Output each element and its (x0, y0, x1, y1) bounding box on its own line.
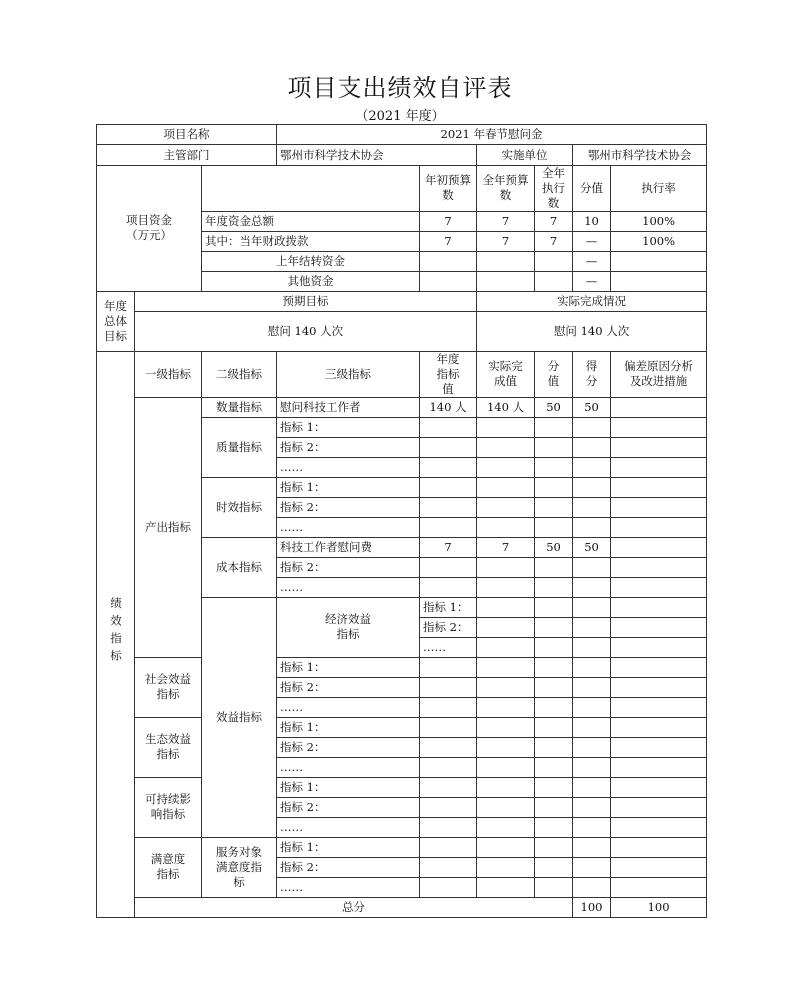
ind-reason (611, 557, 707, 577)
ind-actual (477, 737, 535, 757)
ind-got (573, 757, 611, 777)
ind-actual (535, 617, 573, 637)
social-label (135, 657, 202, 717)
ind3-name: …… (277, 757, 420, 777)
ind-actual (477, 477, 535, 497)
ind-got (573, 457, 611, 477)
funds-cell (420, 271, 477, 291)
ecological-label-text: 生态效益指标 (145, 732, 191, 762)
ind-got (573, 417, 611, 437)
evaluation-table (96, 124, 707, 918)
ind-actual (477, 857, 535, 877)
ind-reason (611, 857, 707, 877)
ind-got (573, 697, 611, 717)
indicators-label (97, 351, 135, 917)
funds-cell: 10 (573, 211, 611, 231)
ind-header-level1: 一级指标 (135, 351, 202, 397)
ind3-name: …… (277, 577, 420, 597)
ind-reason (611, 817, 707, 837)
ind3-name: 科技工作者慰问费 (277, 537, 420, 557)
quantity-label: 数量指标 (202, 397, 277, 417)
ind3-name: 指标 1： (277, 477, 420, 497)
ind-target (420, 757, 477, 777)
ind3-name: …… (277, 877, 420, 897)
ind-actual (477, 557, 535, 577)
ind-target (477, 597, 535, 617)
ind-target (420, 517, 477, 537)
ind-score (535, 477, 573, 497)
ind-actual: 7 (477, 537, 535, 557)
ind-header-score-text: 分值 (547, 359, 560, 389)
ind-got (573, 517, 611, 537)
ind-reason (611, 397, 707, 417)
funds-cell: 7 (535, 211, 573, 231)
ind3-name: …… (277, 817, 420, 837)
ind-got (573, 737, 611, 757)
project-name-value: 2021 年春节慰问金 (277, 125, 707, 145)
ind-score (535, 677, 573, 697)
ind3-name: 指标 1： (277, 417, 420, 437)
ind-score (573, 617, 611, 637)
goals-actual-value: 慰问 140 人次 (477, 311, 707, 351)
ind-reason (611, 437, 707, 457)
ind-reason (611, 777, 707, 797)
ind-header-actual (477, 351, 535, 397)
ind-got (611, 597, 707, 617)
table-row (97, 837, 707, 857)
funds-cell: 7 (420, 211, 477, 231)
table-row (97, 657, 707, 677)
ind3-name: …… (277, 457, 420, 477)
funds-row-label: 年度资金总额 (202, 211, 420, 231)
ind-actual (477, 837, 535, 857)
row-funds-header (97, 166, 707, 212)
ind-target (420, 557, 477, 577)
ind3-name: 指标 2： (277, 857, 420, 877)
row-total (97, 897, 707, 917)
funds-cell (477, 251, 535, 271)
economic-label (277, 597, 420, 657)
funds-cell: — (573, 271, 611, 291)
ind-reason (611, 457, 707, 477)
service-label-text: 服务对象满意度指标 (216, 844, 263, 889)
ind3-name: 慰问科技工作者 (277, 397, 420, 417)
funds-label (97, 166, 202, 292)
ind3-name: 指标 2： (277, 497, 420, 517)
quality-label: 质量指标 (202, 417, 277, 477)
ind-reason (611, 477, 707, 497)
ind-got (573, 837, 611, 857)
funds-header-1: 全年预算数 (477, 166, 535, 212)
ind-actual (477, 657, 535, 677)
ind-target (420, 477, 477, 497)
ind-reason (611, 837, 707, 857)
ind3-name: 指标 2： (277, 677, 420, 697)
row-indicator-header (97, 351, 707, 397)
ind-got (573, 557, 611, 577)
ind-target (420, 677, 477, 697)
dept-value: 鄂州市科学技术协会 (277, 145, 477, 166)
ind-actual (477, 497, 535, 517)
funds-cell (420, 251, 477, 271)
ind-reason (611, 537, 707, 557)
ind-score (535, 857, 573, 877)
funds-header-3: 分值 (573, 166, 611, 212)
ind3-name: 指标 1： (277, 837, 420, 857)
ind-got (573, 477, 611, 497)
funds-cell: — (573, 251, 611, 271)
ind-target (420, 837, 477, 857)
ind3-name: 指标 2： (277, 437, 420, 457)
ind-got (573, 797, 611, 817)
ind-actual (477, 817, 535, 837)
ind-got (573, 817, 611, 837)
ind-actual (477, 577, 535, 597)
ind3-name: 指标 1： (277, 777, 420, 797)
ind3-name: …… (277, 697, 420, 717)
funds-row-label: 其中：当年财政拨款 (202, 231, 420, 251)
ind-got (611, 617, 707, 637)
ind-header-reason (611, 351, 707, 397)
ind-header-actual-text: 实际完成值 (488, 359, 523, 389)
ind-target (420, 777, 477, 797)
ind3-name: …… (277, 517, 420, 537)
ind-actual (477, 437, 535, 457)
ind-actual (477, 677, 535, 697)
ind-reason (611, 757, 707, 777)
goals-actual-header: 实际完成情况 (477, 291, 707, 311)
ind-actual (477, 757, 535, 777)
ind-score (535, 877, 573, 897)
ind3-name: 指标 2： (277, 557, 420, 577)
ind-actual (477, 417, 535, 437)
row-project-name (97, 125, 707, 145)
ecological-label (135, 717, 202, 777)
ind-target (420, 797, 477, 817)
ind-header-got (573, 351, 611, 397)
ind-header-target-text: 年度指标值 (436, 351, 460, 396)
funds-cell: 7 (420, 231, 477, 251)
table-row (97, 717, 707, 737)
ind-got (611, 637, 707, 657)
funds-cell (611, 251, 707, 271)
ind-target: 140 人 (420, 397, 477, 417)
ind-target (420, 717, 477, 737)
total-score: 100 (573, 897, 611, 917)
service-label (202, 837, 277, 897)
ind-got (573, 497, 611, 517)
row-department (97, 145, 707, 166)
document-subtitle: （2021 年度） (355, 109, 445, 124)
ind-actual (535, 637, 573, 657)
ind-header-target (420, 351, 477, 397)
ind-score: 50 (535, 537, 573, 557)
ind-actual (535, 597, 573, 617)
funds-header-4: 执行率 (611, 166, 707, 212)
sustain-label-text: 可持续影响指标 (145, 792, 191, 822)
funds-cell (535, 271, 573, 291)
output-label: 产出指标 (135, 397, 202, 657)
funds-cell: 100% (611, 211, 707, 231)
timeliness-label: 时效指标 (202, 477, 277, 537)
ind-got (573, 857, 611, 877)
goals-label (97, 291, 135, 351)
funds-header-2: 全年执行数 (535, 166, 573, 212)
ind-score (535, 437, 573, 457)
economic-label-text: 经济效益指标 (325, 612, 372, 642)
ind-got (573, 437, 611, 457)
ind-got (573, 577, 611, 597)
funds-row-label: 其他资金 (202, 271, 420, 291)
satisfaction-label-text: 满意度指标 (150, 852, 186, 882)
ind-target (420, 497, 477, 517)
ind-target (420, 737, 477, 757)
funds-cell: 7 (477, 231, 535, 251)
ind-reason (611, 717, 707, 737)
funds-cell: 7 (477, 211, 535, 231)
ind3-name: 指标 2： (277, 797, 420, 817)
ind-got (573, 777, 611, 797)
ind-score: 50 (535, 397, 573, 417)
impl-label: 实施单位 (477, 145, 573, 166)
sustain-label (135, 777, 202, 837)
ind-reason (611, 517, 707, 537)
ind-score (535, 837, 573, 857)
impl-value: 鄂州市科学技术协会 (573, 145, 707, 166)
ind-score (535, 797, 573, 817)
goals-expected-header: 预期目标 (135, 291, 477, 311)
ind-reason (611, 797, 707, 817)
ind-header-level3: 三级指标 (277, 351, 420, 397)
ind3-name: 指标 1： (420, 597, 477, 617)
ind-reason (611, 577, 707, 597)
ind-actual (477, 797, 535, 817)
total-got: 100 (611, 897, 707, 917)
ind3-name: 指标 1： (277, 657, 420, 677)
funds-label-text: 项目资金（万元） (126, 213, 172, 243)
table-row (97, 397, 707, 417)
cost-label: 成本指标 (202, 537, 277, 597)
ind-target (420, 877, 477, 897)
dept-label: 主管部门 (97, 145, 277, 166)
ind-score (573, 597, 611, 617)
ind-score (535, 517, 573, 537)
funds-cell: 7 (535, 231, 573, 251)
ind3-name: 指标 1： (277, 717, 420, 737)
ind-header-level2: 二级指标 (202, 351, 277, 397)
funds-cell (477, 271, 535, 291)
ind-score (573, 637, 611, 657)
ind-score (535, 777, 573, 797)
ind-target (477, 617, 535, 637)
project-name-label: 项目名称 (97, 125, 277, 145)
ind-header-score (535, 351, 573, 397)
ind-score (535, 577, 573, 597)
funds-row-label: 上年结转资金 (202, 251, 420, 271)
ind-score (535, 657, 573, 677)
benefit-label: 效益指标 (202, 597, 277, 837)
ind-header-reason-text: 偏差原因分析及改进措施 (624, 359, 694, 389)
ind-got (573, 877, 611, 897)
row-goals-values (97, 311, 707, 351)
ind-reason (611, 657, 707, 677)
goals-label-text: 年度总体目标 (104, 298, 127, 343)
ind-actual (477, 717, 535, 737)
ind-target (420, 437, 477, 457)
ind3-name: …… (420, 637, 477, 657)
ind-target (420, 657, 477, 677)
goals-expected-value: 慰问 140 人次 (135, 311, 477, 351)
funds-cell: — (573, 231, 611, 251)
ind-target (420, 857, 477, 877)
social-label-text: 社会效益指标 (145, 672, 191, 702)
ind3-name: 指标 2： (420, 617, 477, 637)
ind-reason (611, 877, 707, 897)
ind-header-got-text: 得分 (585, 359, 598, 389)
indicators-label-text: 绩效指标 (108, 597, 123, 668)
table-row (97, 777, 707, 797)
row-goals-header (97, 291, 707, 311)
ind-score (535, 737, 573, 757)
funds-header-0: 年初预算数 (420, 166, 477, 212)
ind-target: 7 (420, 537, 477, 557)
ind-score (535, 757, 573, 777)
ind-score (535, 697, 573, 717)
funds-header-blank (202, 166, 420, 212)
ind-got: 50 (573, 397, 611, 417)
ind-actual (477, 457, 535, 477)
ind-score (535, 457, 573, 477)
ind-actual (477, 697, 535, 717)
funds-cell (611, 271, 707, 291)
ind-target (420, 457, 477, 477)
funds-cell (535, 251, 573, 271)
ind-got (573, 677, 611, 697)
ind-actual (477, 777, 535, 797)
ind3-name: 指标 2： (277, 737, 420, 757)
ind-reason (611, 697, 707, 717)
ind-target (420, 417, 477, 437)
funds-cell: 100% (611, 231, 707, 251)
ind-got (573, 657, 611, 677)
ind-target (420, 697, 477, 717)
ind-reason (611, 417, 707, 437)
ind-score (535, 497, 573, 517)
ind-actual: 140 人 (477, 397, 535, 417)
document-title: 项目支出绩效自评表 (287, 74, 513, 102)
ind-score (535, 557, 573, 577)
ind-reason (611, 497, 707, 517)
ind-got (573, 717, 611, 737)
ind-actual (477, 517, 535, 537)
ind-score (535, 817, 573, 837)
ind-target (420, 577, 477, 597)
ind-score (535, 417, 573, 437)
satisfaction-label (135, 837, 202, 897)
ind-actual (477, 877, 535, 897)
ind-target (477, 637, 535, 657)
ind-target (420, 817, 477, 837)
ind-reason (611, 677, 707, 697)
ind-reason (611, 737, 707, 757)
ind-got: 50 (573, 537, 611, 557)
ind-score (535, 717, 573, 737)
total-label: 总分 (135, 897, 573, 917)
